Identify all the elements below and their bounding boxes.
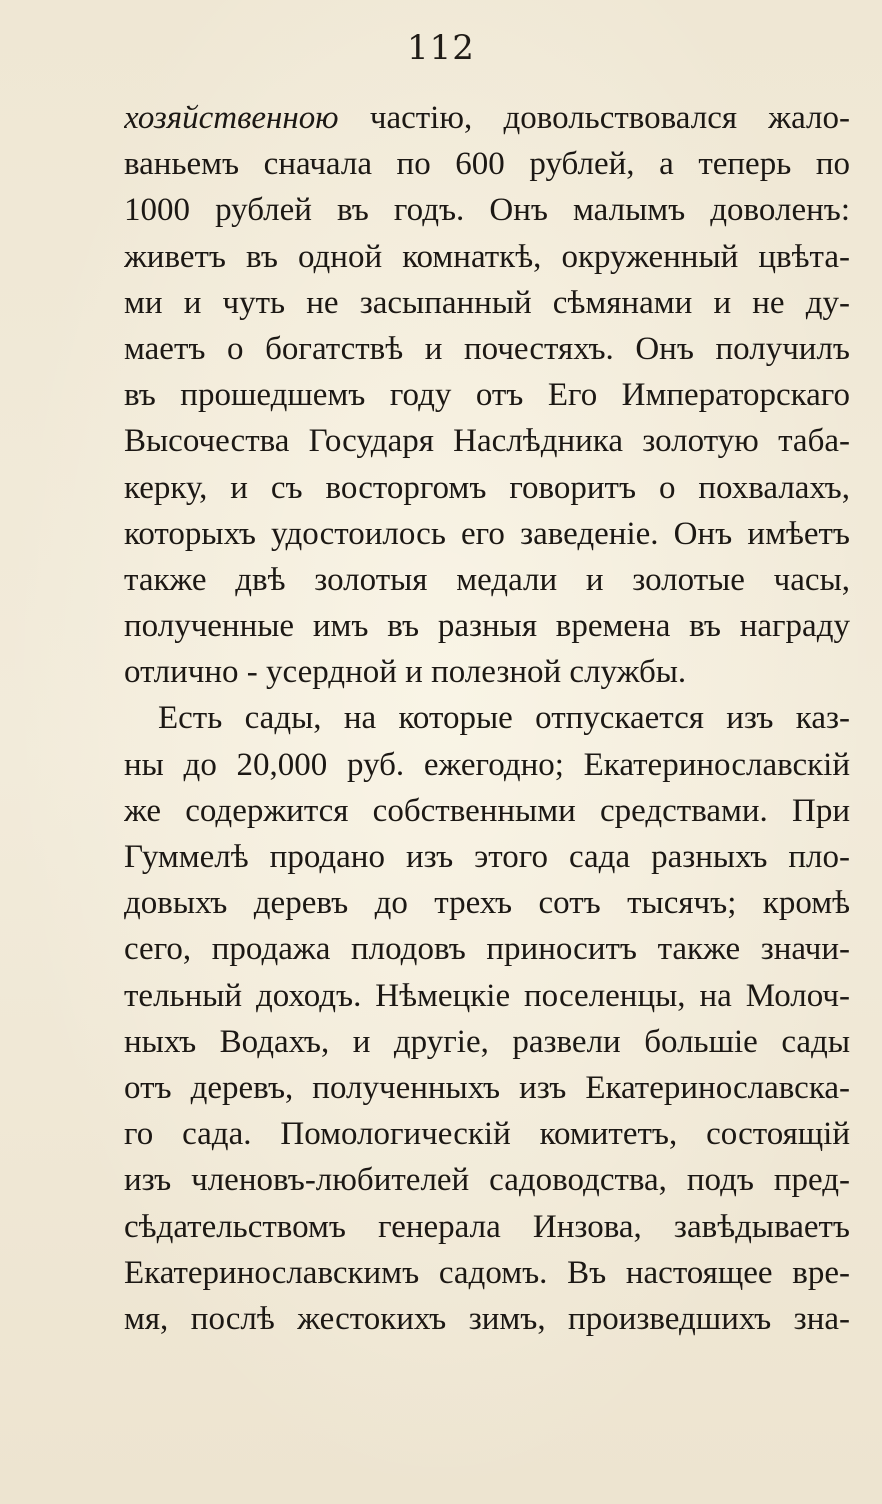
text-line: тельный доходъ. Нѣмецкіе поселенцы, на Молоч- xyxy=(124,977,850,1014)
text-line: которыхъ удостоилось его заведеніе. Онъ имѣетъ xyxy=(124,515,850,552)
page-number: 112 xyxy=(407,28,475,68)
text-line: живетъ въ одной комнаткѣ, окруженный цвѣта- xyxy=(124,238,850,275)
text-line: отлично - усердной и полезной службы. xyxy=(124,654,687,691)
text-line: го сада. Помологическій комитетъ, состоящій xyxy=(124,1116,850,1153)
text-line: также двѣ золотыя медали и золотые часы, xyxy=(124,561,850,598)
text-line: отъ деревъ, полученныхъ изъ Екатеринославска- xyxy=(124,1069,850,1106)
text-line: Гуммелѣ продано изъ этого сада разныхъ пло- xyxy=(124,839,850,875)
text-line: сѣдательствомъ генерала Инзова, завѣдываетъ xyxy=(124,1208,850,1245)
text-line: Есть сады, на которые отпускается изъ каз- xyxy=(158,700,850,737)
paragraph-2 xyxy=(124,695,850,1342)
text-line: ныхъ Водахъ, и другіе, развели большіе сады xyxy=(124,1023,850,1060)
text-line: мя, послѣ жестокихъ зимъ, произведшихъ зна- xyxy=(124,1300,850,1337)
text-fragment: частію, довольствовался жало- xyxy=(338,100,850,136)
text-line: 1000 рублей въ годъ. Онъ малымъ доволенъ: xyxy=(124,192,850,229)
text-line: Екатеринославскимъ садомъ. Въ настоящее вре- xyxy=(124,1254,850,1291)
text-line: сего, продажа плодовъ приноситъ также значи- xyxy=(124,931,850,968)
text-line: ваньемъ сначала по 600 рублей, а теперь по xyxy=(124,146,850,183)
text-line: ми и чуть не засыпанный сѣмянами и не ду- xyxy=(124,284,850,321)
text-line xyxy=(124,95,850,141)
text-line: же содержится собственными средствами. При xyxy=(124,792,850,829)
text-line: керку, и съ восторгомъ говоритъ о похвалахъ, xyxy=(124,469,850,506)
text-line: ны до 20,000 руб. ежегодно; Екатеринославскій xyxy=(124,746,850,783)
italic-word: хозяйственною xyxy=(124,100,339,136)
text-line: Высочества Государя Наслѣдника золотую таба- xyxy=(124,423,850,460)
text-line: маетъ о богатствѣ и почестяхъ. Онъ получилъ xyxy=(124,330,850,367)
text-line: изъ членовъ-любителей садоводства, подъ пред- xyxy=(124,1162,850,1199)
paragraph-1 xyxy=(124,95,850,695)
text-line: полученные имъ въ разныя времена въ награду xyxy=(124,608,850,645)
text-line: въ прошедшемъ году отъ Его Императорскаго xyxy=(124,377,850,414)
text-block xyxy=(124,95,850,1342)
text-line: довыхъ деревъ до трехъ сотъ тысячъ; кромѣ xyxy=(124,885,850,922)
